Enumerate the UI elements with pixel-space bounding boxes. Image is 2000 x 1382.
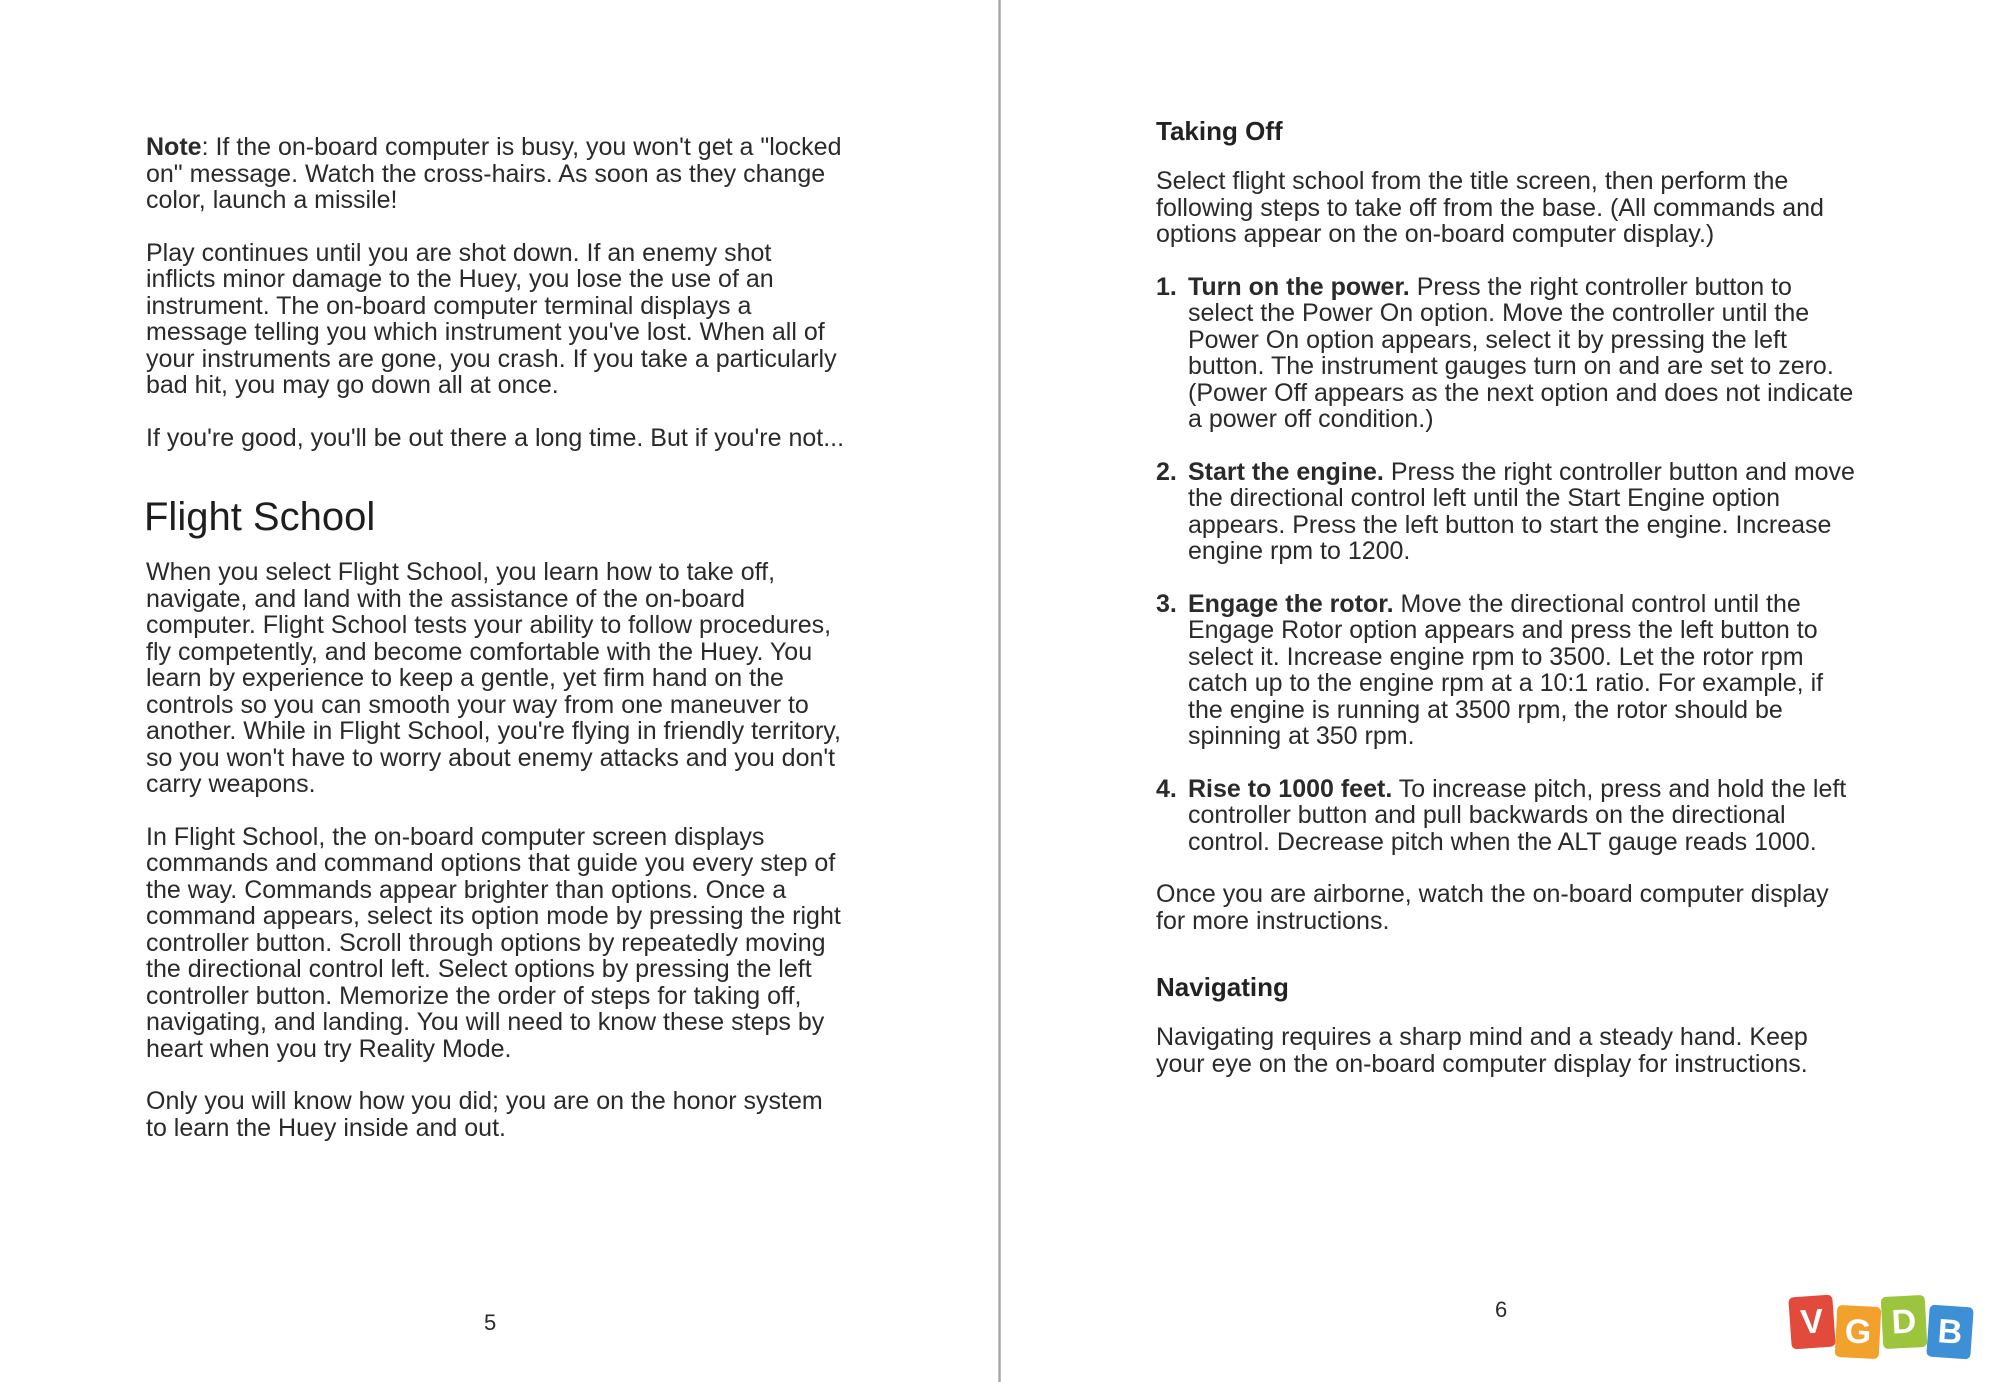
step-text: Press the right controller button and move the directional control left until the Start Engine option appears. Press the left button to start the engine. Increase engine rpm to 1200. [1188,457,1855,565]
step-number: 3. [1156,589,1177,618]
left-column [146,134,846,1167]
logo-tile-v: V [1788,1295,1836,1350]
step-item [1156,591,1856,750]
good-paragraph: If you're good, you'll be out there a long time. But if you're not... [146,423,845,452]
step-item [1156,776,1856,856]
book-spine [998,0,1001,1382]
takeoff-steps [1156,274,1856,856]
taking-off-heading: Taking Off [1156,116,1283,146]
flight-school-heading: Flight School [144,495,376,539]
honor-paragraph: Only you will know how you did; you are on the honor system to learn the Huey inside and out. [146,1087,823,1142]
navigating-paragraph: Navigating requires a sharp mind and a steady hand. Keep your eye on the on-board computer display for instructions. [1156,1023,1808,1078]
right-column [1156,116,1856,1103]
navigating-heading: Navigating [1156,972,1289,1002]
step-item [1156,459,1856,565]
page-number-right: 6 [1495,1297,1508,1322]
step-text: Press the right controller button to select the Power On option. Move the controller until the Power On option appears, select it by pressing the left button. The instrument gauges turn on and are set to zero. (Power Off appears as the next option and does not indicate a power off condition.) [1188,272,1854,433]
play-paragraph: Play continues until you are shot down. If an enemy shot inflicts minor damage to the Huey, you lose the use of an instrument. The on-board computer terminal displays a message telling you which instrument you've lost. When all of your instruments are gone, you crash. If you take a particularly bad hit, you may go down all at once. [146,238,837,399]
note-text: : If the on-board computer is busy, you won't get a "locked on" message. Watch the cross-hairs. As soon as they change color, launch a missile! [146,133,842,214]
step-item [1156,274,1856,433]
note-paragraph [146,134,846,214]
screen-paragraph: In Flight School, the on-board computer screen displays commands and command options that guide you every step of the way. Commands appear brighter than options. Once a command appears, select its option mode by pressing the right controller button. Scroll through options by repeatedly moving the directional control left. Select options by pressing the left controller button. Memorize the order of steps for taking off, navigating, and landing. You will need to know these steps by heart when you try Reality Mode. [146,822,841,1063]
airborne-paragraph: Once you are airborne, watch the on-board computer display for more instructions. [1156,880,1829,935]
note-label: Note [146,133,202,161]
logo-tile-b: B [1926,1305,1974,1360]
page-number-left: 5 [484,1310,497,1335]
step-text: Move the directional control until the Engage Rotor option appears and press the left button to select it. Increase engine rpm to 3500. Let the rotor rpm catch up to the engine rpm at a 10:1 ratio. For example, if the engine is running at 3500 rpm, the rotor should be spinning at 350 rpm. [1188,589,1824,750]
select-paragraph: When you select Flight School, you learn how to take off, navigate, and land with the assistance of the on-board computer. Flight School tests your ability to follow procedures, fly competently, and become comfortable with the Huey. You learn by experience to keep a gentle, yet firm hand on the controls so you can smooth your way from one maneuver to another. While in Flight School, you're flying in friendly territory, so you won't have to worry about enemy attacks and you don't carry weapons. [146,558,841,798]
step-number: 1. [1156,272,1177,301]
step-number: 4. [1156,774,1177,803]
logo-tile-g: G [1835,1305,1882,1359]
step-title: Start the engine. [1188,457,1384,486]
takeoff-intro: Select flight school from the title screen, then perform the following steps to take off from the base. (All commands and options appear on the on-board computer display.) [1156,167,1824,248]
step-title: Turn on the power. [1188,272,1410,301]
right-page [1002,0,2000,1382]
step-number: 2. [1156,457,1177,486]
logo-tile-d: D [1881,1295,1928,1349]
step-title: Rise to 1000 feet. [1188,774,1393,803]
step-text: To increase pitch, press and hold the left controller button and pull backwards on the directional control. Decrease pitch when the ALT gauge reads 1000. [1188,774,1847,856]
step-title: Engage the rotor. [1188,589,1394,618]
vgdb-watermark-logo [1790,1296,1990,1360]
left-page [0,0,998,1382]
